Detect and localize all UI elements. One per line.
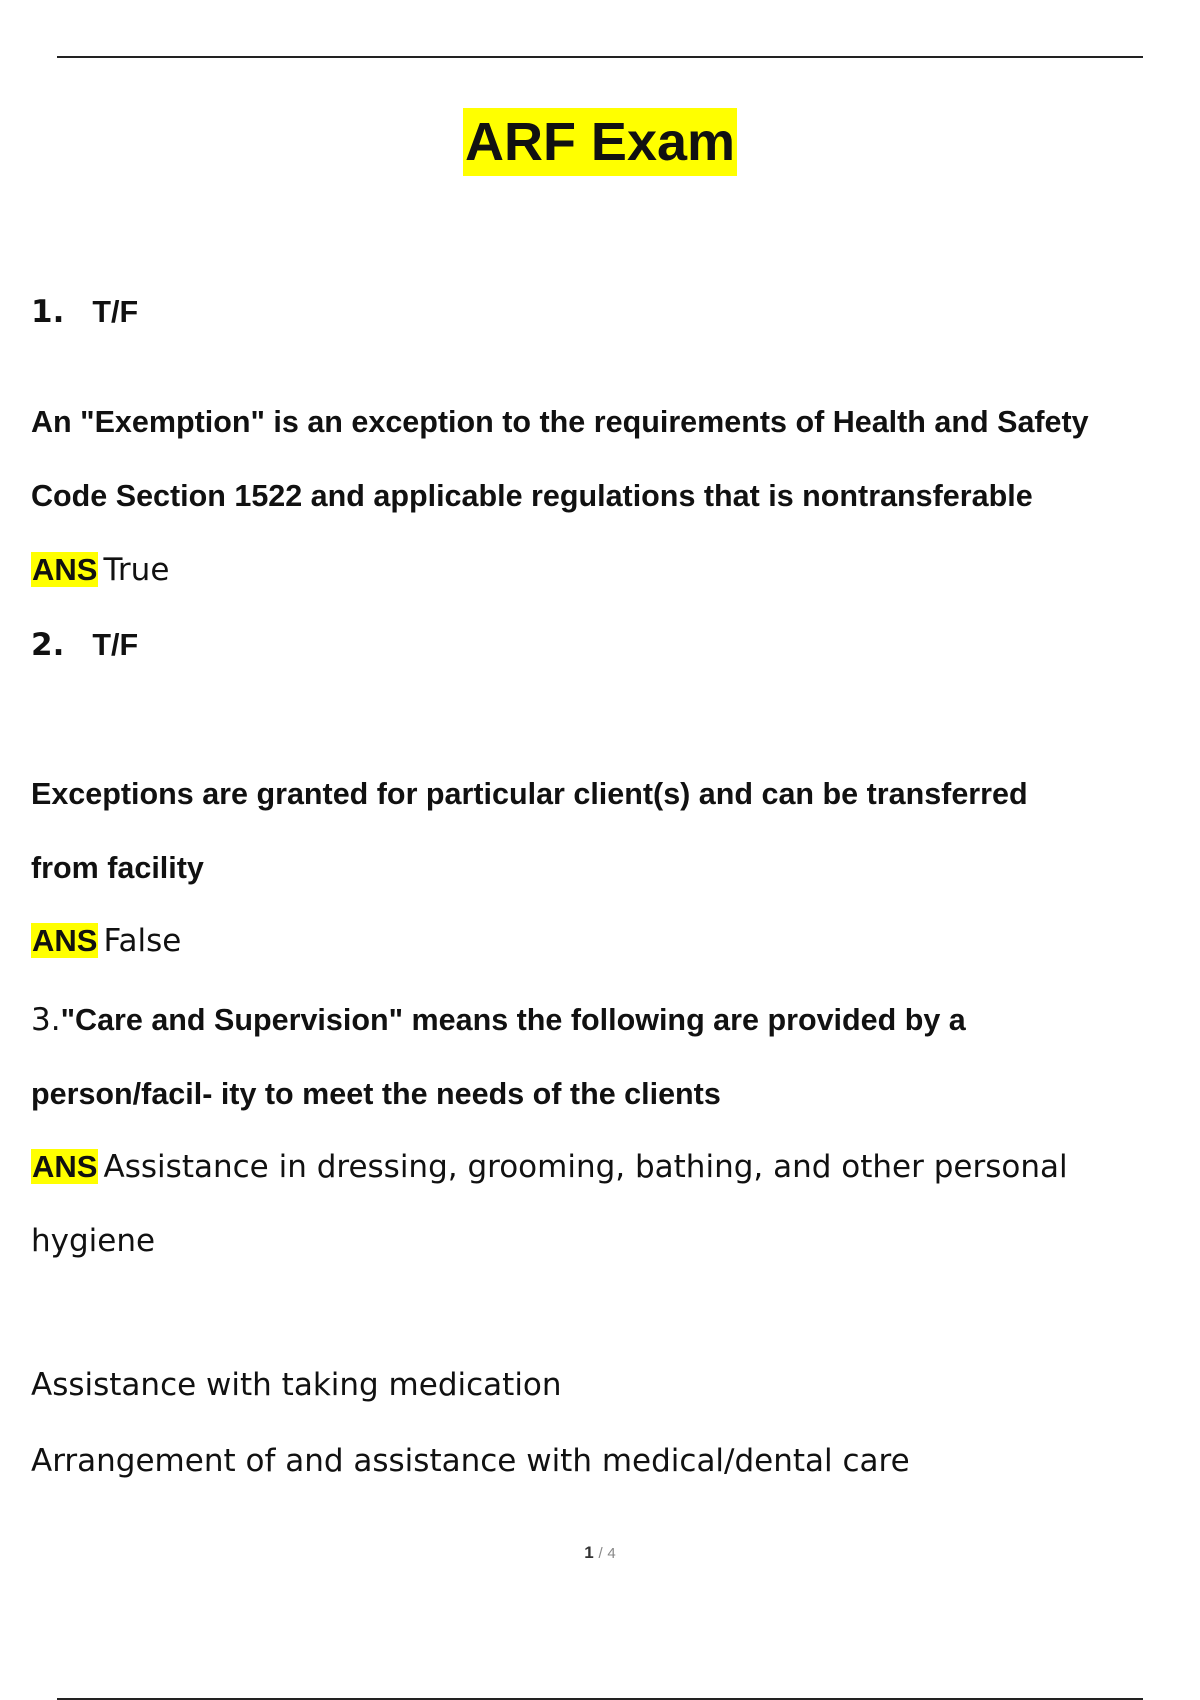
question-2-number: 2. [31,627,65,663]
top-divider [57,56,1143,58]
question-3-answer [31,1147,1068,1192]
question-2-text-line-1: Exceptions are granted for particular client(s) and can be transferred [31,777,1028,811]
answer-tag: ANS [32,1149,98,1184]
question-3-answer-line-3: Assistance with taking medication [31,1367,562,1403]
current-page: 1 [584,1543,594,1562]
question-3-text-line-2: person/facil- ity to meet the needs of the clients [31,1077,721,1111]
question-3-answer-line-4: Arrangement of and assistance with medical/dental care [31,1443,910,1479]
question-1-text-line-2: Code Section 1522 and applicable regulations that is nontransferable [31,479,1033,513]
question-1-header [31,292,138,337]
answer-tag: ANS [32,552,98,587]
question-1-answer [31,550,169,595]
question-2-answer-text: False [103,923,182,959]
question-3-text-line-1: "Care and Supervision" means the following are provided by a [60,1003,966,1037]
question-2-type: T/F [92,628,139,662]
question-1-text-line-1: An "Exemption" is an exception to the requirements of Health and Safety [31,405,1089,439]
question-1-answer-text: True [103,552,170,588]
page-indicator [0,1543,1200,1563]
question-3-header [31,1000,966,1045]
page-separator: / [598,1545,603,1562]
question-2-header [31,625,138,670]
question-1-number: 1. [31,294,65,330]
question-2-answer [31,921,181,966]
question-3-answer-line-1: Assistance in dressing, grooming, bathing, and other personal [103,1149,1068,1185]
title-container [0,108,1200,176]
question-3-number: 3. [31,1002,61,1038]
question-2-text-line-2: from facility [31,851,204,885]
question-1-type: T/F [92,295,139,329]
question-3-answer-line-2: hygiene [31,1223,156,1259]
answer-tag: ANS [32,923,98,958]
document-title: ARF Exam [463,108,737,176]
total-pages: 4 [607,1545,616,1562]
